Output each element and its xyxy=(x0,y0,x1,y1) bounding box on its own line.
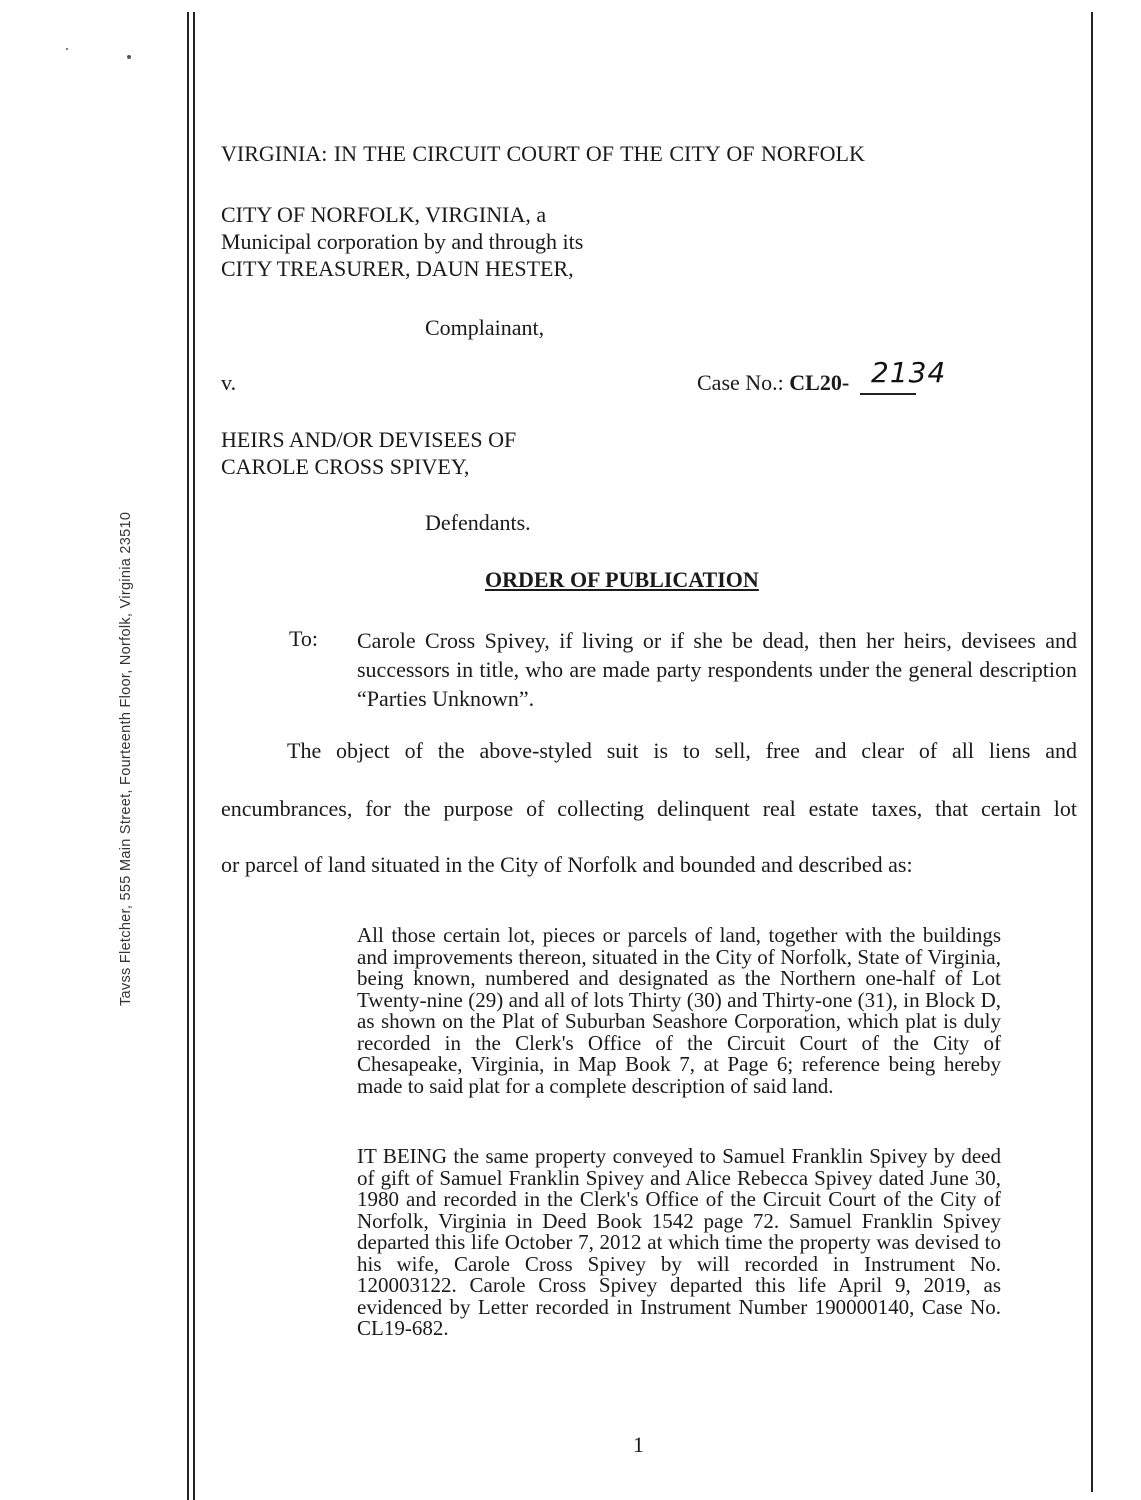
law-firm-sidebar: Tavss Fletcher, 555 Main Street, Fourteenth Floor, Norfolk, Virginia 23510 xyxy=(118,511,134,1006)
left-margin-rule-inner xyxy=(193,12,195,1500)
defendant-line: CAROLE CROSS SPIVEY, xyxy=(221,454,470,479)
defendant-line: HEIRS AND/OR DEVISEES OF xyxy=(221,427,517,452)
to-label: To: xyxy=(289,626,319,651)
case-number-label: Case No.: xyxy=(697,370,790,395)
defendant-role: Defendants. xyxy=(425,510,531,535)
right-margin-rule xyxy=(1091,12,1093,1492)
left-margin-rule-outer xyxy=(187,12,189,1500)
versus-label: v. xyxy=(221,370,237,395)
scan-speck xyxy=(66,48,68,50)
document-title: ORDER OF PUBLICATION xyxy=(485,567,759,592)
scan-speck xyxy=(127,55,131,59)
page-number: 1 xyxy=(633,1432,644,1457)
body-line: or parcel of land situated in the City of Norfolk and bounded and described as: xyxy=(221,852,913,877)
case-number-handwritten: 2134 xyxy=(871,356,947,389)
complainant-role: Complainant, xyxy=(425,315,545,340)
case-number-prefix: CL20- xyxy=(789,370,850,395)
legal-description: All those certain lot, pieces or parcels of land, together with the buildings and improvements thereon, situated in the City of Norfolk, State of Virginia, being known, numbered and designated as the Northern one-half of Lot Twenty-nine (29) and all of lots Thirty (30) and Thirty-one (31), in Block D, as shown on the Plat of Suburban Seashore Corporation, which plat is duly recorded in the Clerk's Office of the Circuit Court of the City of Chesapeake, Virginia, in Map Book 7, at Page 6; reference being hereby made to said plat for a complete description of said land. xyxy=(357,923,1001,1098)
to-recipients: Carole Cross Spivey, if living or if she be dead, then her heirs, devisees and successors in title, who are made party respondents under the general description “Parties Unknown”. xyxy=(357,628,1077,711)
complainant-line: CITY OF NORFOLK, VIRGINIA, a xyxy=(221,202,547,227)
deed-history: IT BEING the same property conveyed to Samuel Franklin Spivey by deed of gift of Samuel Franklin Spivey and Alice Rebecca Spivey dated June 30, 1980 and recorded in the Clerk's Office of the Circuit Court of the City of Norfolk, Virginia in Deed Book 1542 page 72. Samuel Franklin Spivey departed this life October 7, 2012 at which time the property was devised to his wife, Carole Cross Spivey by will recorded in Instrument No. 120003122. Carole Cross Spivey departed this life April 9, 2019, as evidenced by Letter recorded in Instrument Number 190000140, Case No. CL19-682. xyxy=(357,1144,1001,1340)
complainant-line: CITY TREASURER, DAUN HESTER, xyxy=(221,256,574,281)
case-number xyxy=(697,370,849,396)
court-header: VIRGINIA: IN THE CIRCUIT COURT OF THE CITY OF NORFOLK xyxy=(221,141,865,166)
case-number-underline xyxy=(860,393,916,395)
complainant-line: Municipal corporation by and through its xyxy=(221,229,584,254)
body-line: The object of the above-styled suit is to sell, free and clear of all liens and xyxy=(287,738,1077,763)
body-line: encumbrances, for the purpose of collecting delinquent real estate taxes, that certain lot xyxy=(221,796,1077,821)
